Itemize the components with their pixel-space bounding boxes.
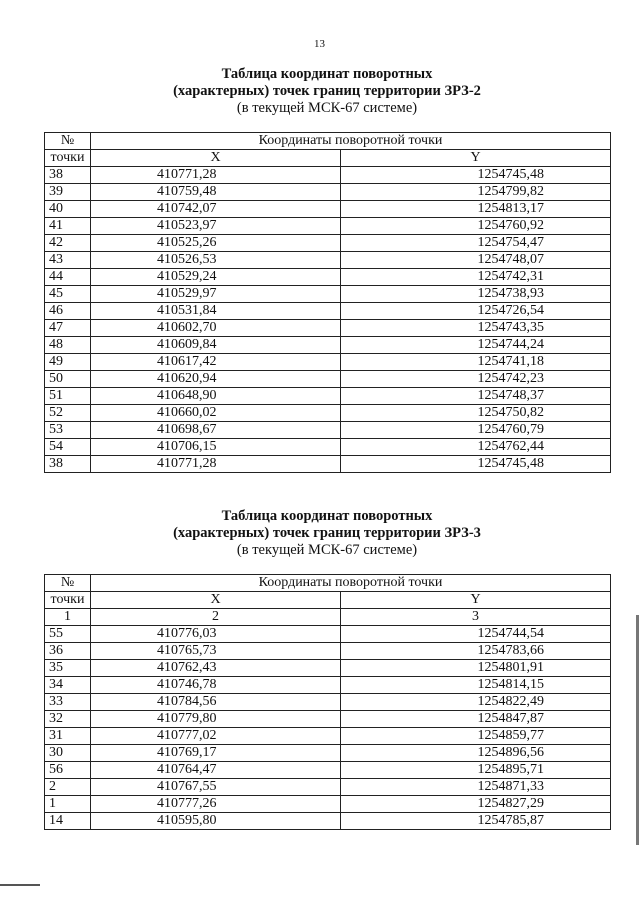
coord-x: 410523,97 [91,218,341,235]
coord-y: 1254871,33 [341,779,611,796]
table-row [45,252,611,269]
coord-x: 410531,84 [91,303,341,320]
header-num-top: № [45,575,91,592]
header-y: Y [341,150,611,167]
table-row [45,235,611,252]
point-number: 42 [45,235,91,252]
table-row [45,269,611,286]
point-number: 14 [45,813,91,830]
coordinates-table-zrz-3 [44,574,611,830]
coord-y: 1254760,79 [341,422,611,439]
point-number: 35 [45,660,91,677]
coord-x: 410706,15 [91,439,341,456]
coord-y: 1254754,47 [341,235,611,252]
point-number: 44 [45,269,91,286]
header-num-top: № [45,133,91,150]
table-row [45,677,611,694]
point-number: 2 [45,779,91,796]
coord-y: 1254813,17 [341,201,611,218]
point-number: 50 [45,371,91,388]
coord-x: 410762,43 [91,660,341,677]
point-number: 46 [45,303,91,320]
coord-x: 410609,84 [91,337,341,354]
point-number: 47 [45,320,91,337]
coord-x: 410742,07 [91,201,341,218]
point-number: 45 [45,286,91,303]
coord-y: 1254745,48 [341,456,611,473]
table-block-zrz-3 [44,508,610,830]
table-row [45,711,611,728]
table-row [45,337,611,354]
header-coords: Координаты поворотной точки [91,575,611,592]
coord-x: 410529,97 [91,286,341,303]
point-number: 43 [45,252,91,269]
point-number: 49 [45,354,91,371]
point-number: 48 [45,337,91,354]
coord-y: 1254743,35 [341,320,611,337]
coord-y: 1254799,82 [341,184,611,201]
table-row [45,643,611,660]
table-row [45,728,611,745]
point-number: 56 [45,762,91,779]
table-row [45,167,611,184]
coord-x: 410776,03 [91,626,341,643]
table-row [45,405,611,422]
coord-x: 410777,02 [91,728,341,745]
header-x: X [91,592,341,609]
coord-x: 410746,78 [91,677,341,694]
point-number: 36 [45,643,91,660]
table-row [45,796,611,813]
coord-y: 1254748,07 [341,252,611,269]
table-subtitle: (в текущей МСК-67 системе) [236,542,418,558]
coord-y: 1254748,37 [341,388,611,405]
point-number: 34 [45,677,91,694]
header-row [45,150,611,167]
table-subtitle: (в текущей МСК-67 системе) [236,100,418,116]
coord-x: 410620,94 [91,371,341,388]
coord-y: 1254783,66 [341,643,611,660]
index-row [45,609,611,626]
coord-y: 1254847,87 [341,711,611,728]
coord-x: 410767,55 [91,779,341,796]
index-col-1: 1 [45,609,91,626]
coord-y: 1254760,92 [341,218,611,235]
point-number: 51 [45,388,91,405]
table-row [45,184,611,201]
header-num-bottom: точки [45,150,91,167]
table-title-line2: (характерных) точек границ территории ЗРЗ-3 [173,525,481,541]
header-num-bottom: точки [45,592,91,609]
point-number: 38 [45,456,91,473]
table-title-line2: (характерных) точек границ территории ЗРЗ-2 [173,83,481,99]
header-row [45,133,611,150]
point-number: 54 [45,439,91,456]
table-row [45,762,611,779]
coord-x: 410765,73 [91,643,341,660]
table-row [45,303,611,320]
coord-x: 410525,26 [91,235,341,252]
point-number: 38 [45,167,91,184]
coord-x: 410698,67 [91,422,341,439]
header-row [45,592,611,609]
coord-y: 1254726,54 [341,303,611,320]
point-number: 32 [45,711,91,728]
point-number: 33 [45,694,91,711]
coord-y: 1254801,91 [341,660,611,677]
coord-x: 410759,48 [91,184,341,201]
table-row [45,218,611,235]
table-row [45,694,611,711]
table-row [45,779,611,796]
index-col-2: 2 [91,609,341,626]
coord-y: 1254827,29 [341,796,611,813]
table-row [45,660,611,677]
coord-x: 410648,90 [91,388,341,405]
table-row [45,371,611,388]
table-row [45,201,611,218]
table-row [45,354,611,371]
coord-y: 1254742,31 [341,269,611,286]
coord-x: 410529,24 [91,269,341,286]
point-number: 30 [45,745,91,762]
point-number: 41 [45,218,91,235]
table-block-zrz-2 [44,66,610,473]
coord-y: 1254762,44 [341,439,611,456]
coord-x: 410777,26 [91,796,341,813]
table-row [45,813,611,830]
coord-y: 1254742,23 [341,371,611,388]
coord-y: 1254741,18 [341,354,611,371]
header-row [45,575,611,592]
point-number: 52 [45,405,91,422]
point-number: 55 [45,626,91,643]
coord-y: 1254822,49 [341,694,611,711]
coord-x: 410784,56 [91,694,341,711]
table-row [45,422,611,439]
coord-y: 1254859,77 [341,728,611,745]
coord-x: 410771,28 [91,167,341,184]
table-row [45,626,611,643]
coord-y: 1254814,15 [341,677,611,694]
coord-y: 1254896,56 [341,745,611,762]
coord-x: 410602,70 [91,320,341,337]
coord-x: 410660,02 [91,405,341,422]
header-y: Y [341,592,611,609]
table-row [45,745,611,762]
point-number: 53 [45,422,91,439]
coord-x: 410595,80 [91,813,341,830]
index-col-3: 3 [341,609,611,626]
point-number: 39 [45,184,91,201]
coord-y: 1254750,82 [341,405,611,422]
coord-x: 410764,47 [91,762,341,779]
coord-y: 1254744,54 [341,626,611,643]
header-x: X [91,150,341,167]
coord-x: 410526,53 [91,252,341,269]
table-row [45,286,611,303]
point-number: 1 [45,796,91,813]
scan-edge-mark [0,884,40,886]
coord-x: 410769,17 [91,745,341,762]
coord-x: 410779,80 [91,711,341,728]
point-number: 31 [45,728,91,745]
coord-x: 410771,28 [91,456,341,473]
table-row [45,388,611,405]
coord-y: 1254744,24 [341,337,611,354]
table-title-line1: Таблица координат поворотных [221,66,433,82]
point-number: 40 [45,201,91,218]
table-title-line1: Таблица координат поворотных [221,508,433,524]
header-coords: Координаты поворотной точки [91,133,611,150]
page-number: 13 [314,38,325,50]
table-row [45,456,611,473]
table-row [45,320,611,337]
table-heading [44,66,610,117]
coord-y: 1254785,87 [341,813,611,830]
table-heading [44,508,610,559]
table-row [45,439,611,456]
coord-y: 1254745,48 [341,167,611,184]
coord-y: 1254738,93 [341,286,611,303]
coordinates-table-zrz-2 [44,132,611,473]
coord-x: 410617,42 [91,354,341,371]
coord-y: 1254895,71 [341,762,611,779]
